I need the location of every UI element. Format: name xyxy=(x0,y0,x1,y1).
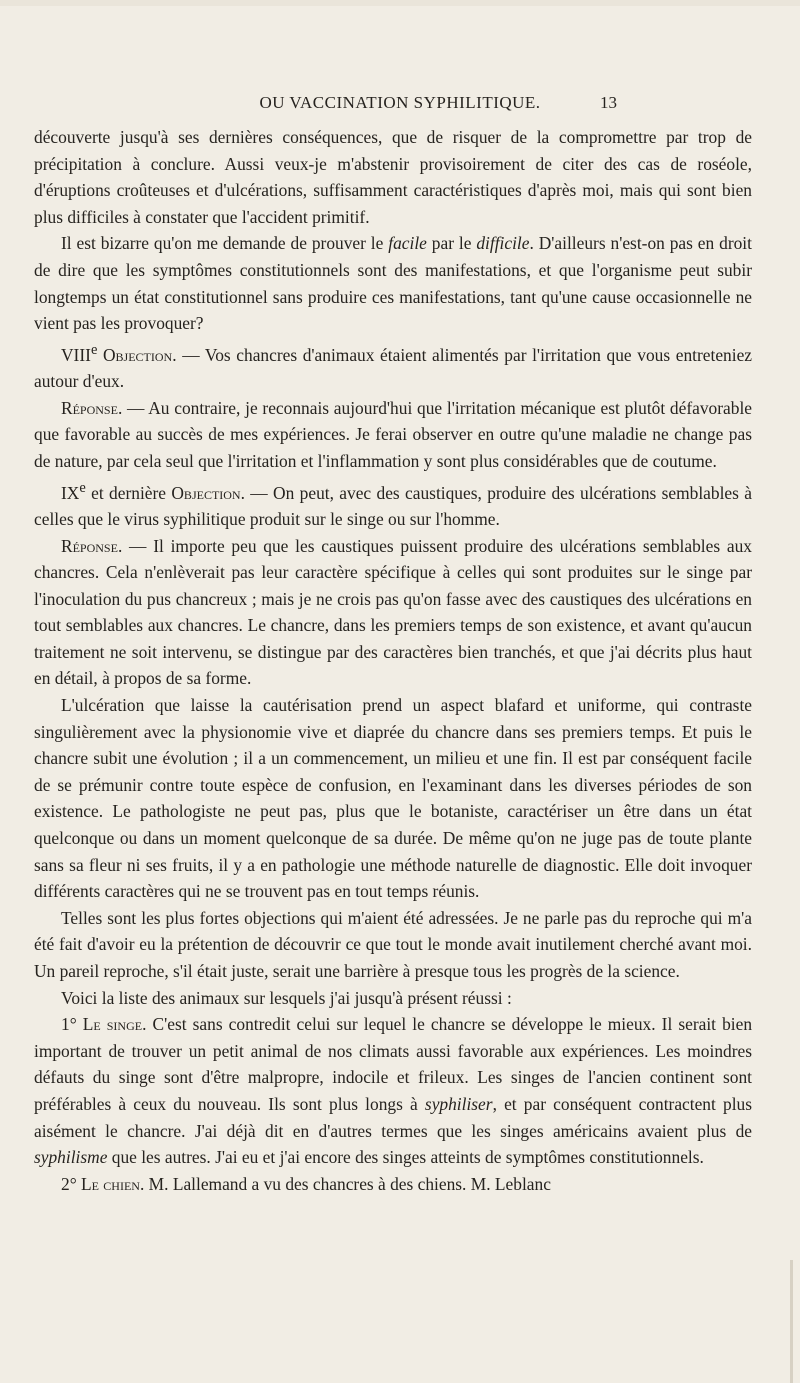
objection-8 xyxy=(34,337,752,395)
paragraph-animal-list-intro: Voici la liste des animaux sur lesquels j'ai jusqu'à présent réussi : xyxy=(61,987,512,1008)
list-item-chien xyxy=(34,1171,752,1198)
objection-text: — On peut, avec des caustiques, produire des ulcérations semblables à celles que le virus syphilitique produit sur le singe ou sur l'homme. xyxy=(34,482,752,529)
objection-number: IX xyxy=(61,482,80,503)
reponse-9 xyxy=(34,533,752,693)
paragraph-objections: Telles sont les plus fortes objections qui m'aient été adressées. Je ne parle pas du reproche qui m'a été fait d'avoir eu la prétention de découvrir ce que tout le monde avait inutilement cherché avant moi. Un pareil reproche, s'il était juste, serait une barrière à presque tous les progrès de la science. xyxy=(34,907,752,981)
reponse-label: Réponse. xyxy=(61,397,123,418)
reponse-text: — Il importe peu que les caustiques puissent produire des ulcérations semblables aux chancres. Cela n'enlèverait pas leur caractère spécifique à celles qui sont produites sur le singe par l'inoculation du pus chancreux ; mais je ne crois pas qu'on fasse avec des caustiques des ulcérations en tout semblables aux chancres. Le chancre, dans les premiers temps de son existence, et avant qu'aucun traitement ne soit intervenu, se distingue par des caractères bien tranchés, et que j'ai décrits plus haut en détail, à propos de sa forme. xyxy=(34,535,752,689)
objection-9 xyxy=(34,475,752,533)
text-run: que les autres. J'ai eu et j'ai encore des singes atteints de symptômes constitutionnels. xyxy=(107,1147,704,1168)
reponse-text: — Au contraire, je reconnais aujourd'hui que l'irritation mécanique est plutôt défavorable que favorable au succès de mes expériences. Je ferai observer en outre qu'une maladie ne change pas de nature, par cela seul que l'irritation et l'inflammation y sont plus considérables que de coutume. xyxy=(34,397,752,471)
italic-word: syphilisme xyxy=(34,1147,108,1168)
objection-label: Objection. xyxy=(97,344,177,365)
list-number: 2° xyxy=(61,1173,81,1194)
text-run: , et par conséquent contractent plus aisément le chancre. J'ai déjà dit en d'autres termes que les singes américains avaient plus de xyxy=(34,1093,752,1141)
reponse-label: Réponse. xyxy=(61,535,123,556)
list-label: Le chien. xyxy=(81,1173,145,1194)
running-header: OU VACCINATION SYPHILITIQUE. xyxy=(259,93,541,112)
ordinal-suffix: e xyxy=(79,479,86,496)
italic-word: difficile xyxy=(476,233,530,254)
text-run: C'est sans contredit celui sur lequel le chancre se développe le mieux. Il serait bien important de trouver un petit animal de nos climats aussi favorable aux expériences. Les moindres défauts du singe sont d'être malpropre, indocile et frileux. Les singes de l'ancien continent sont préférables à ceux du nouveau. Ils sont plus longs à xyxy=(34,1014,753,1114)
list-item-singe xyxy=(34,1011,752,1171)
text-run: . D'ailleurs n'est-on pas en droit de dire que les symptômes constitutionnels sont des manifestations, et que l'organisme peut subir longtemps un état constitutionnel sans produire ces manifestations, tant qu'une cause occasionnelle ne vient pas les provoquer? xyxy=(34,233,752,334)
page-top-edge xyxy=(0,0,800,6)
italic-word: facile xyxy=(388,233,427,254)
text-run: Il est bizarre qu'on me demande de prouver le xyxy=(61,233,389,254)
paragraph-facile-difficile xyxy=(34,230,752,336)
page-body xyxy=(34,124,752,1197)
paragraph-ulceration: L'ulcération que laisse la cautérisation prend un aspect blafard et uniforme, qui contraste singulièrement avec la physionomie vive et diaprée du chancre dans ses premiers temps. Et puis le chancre subit une évolution ; il a un commencement, un milieu et une fin. Il est par conséquent facile de se prémunir contre toute espèce de confusion, en l'examinant dans les diverses périodes de son existence. Le pathologiste ne peut pas, plus que le botaniste, caractériser un être dans un état quelconque ou dans un moment quelconque de sa durée. De même qu'on ne juge pas de toute plante sans sa fleur ni ses fruits, il y a en pathologie une méthode naturelle de diagnostic. Elle doit invoquer différents caractères qui ne se trouvent pas en tout temps réunis. xyxy=(34,695,752,902)
text-run: par le xyxy=(426,233,477,254)
page-number: 13 xyxy=(600,93,617,112)
page-edge-shadow xyxy=(790,1260,793,1383)
reponse-8 xyxy=(34,395,752,475)
text-run: et dernière xyxy=(85,482,172,503)
paragraph-continuation: découverte jusqu'à ses dernières conséquences, que de risquer de la compromettre par trop de précipitation à conclure. Aussi veux-je m'abstenir provisoirement de citer des cas de roséole, d'éruptions croûteuses et d'ulcérations, suffisamment caractéristiques d'après moi, mais qui sont bien plus difficiles à constater que l'accident primitif. xyxy=(34,127,752,227)
ordinal-suffix: e xyxy=(90,341,98,358)
text-run: M. Lallemand a vu des chancres à des chiens. M. Leblanc xyxy=(144,1173,551,1194)
objection-number: VIII xyxy=(61,344,91,365)
objection-label: Objection. xyxy=(171,482,245,503)
italic-word: syphiliser xyxy=(424,1093,493,1114)
list-number: 1° xyxy=(61,1014,83,1035)
objection-text: — Vos chancres d'animaux étaient alimentés par l'irritation que vous entreteniez autour d'eux. xyxy=(34,344,753,392)
list-label: Le singe. xyxy=(82,1014,147,1035)
